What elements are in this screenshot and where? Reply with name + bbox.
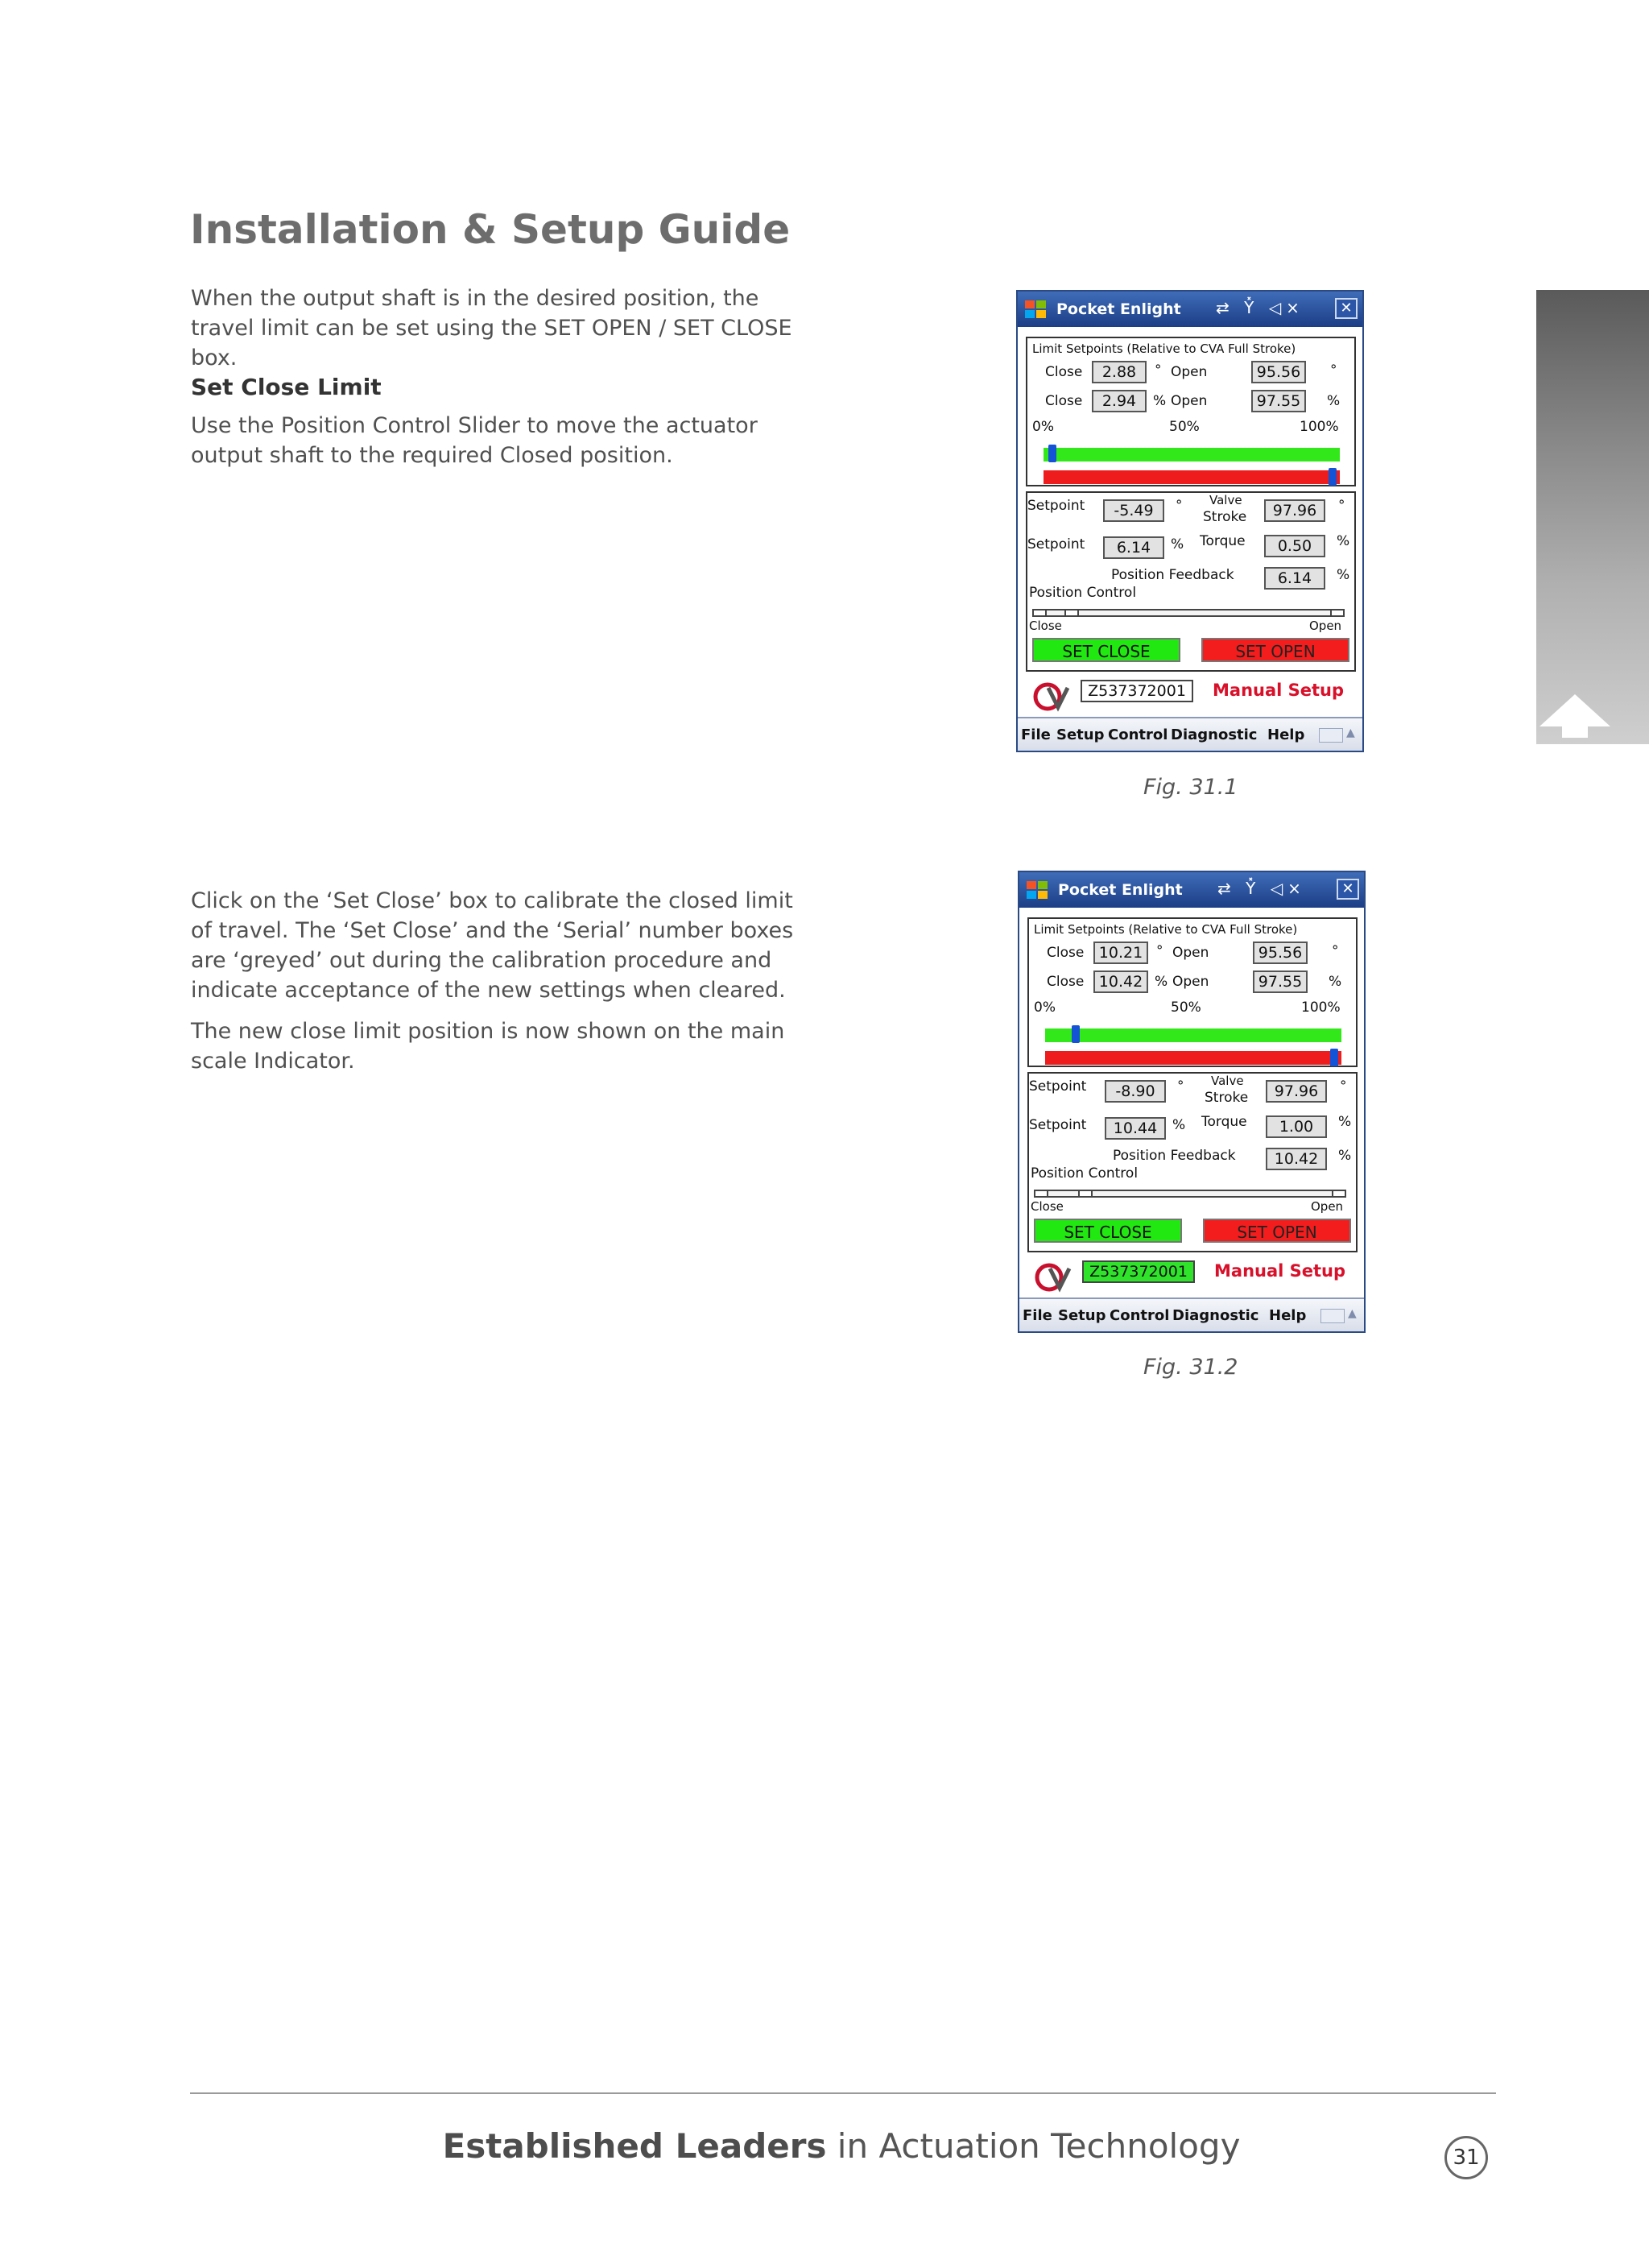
deg-unit: °	[1330, 362, 1337, 379]
setpoint-pct-field[interactable]: 10.44	[1105, 1117, 1166, 1140]
manual-setup-label: Manual Setup	[1213, 681, 1345, 700]
set-open-button[interactable]: SET OPEN	[1201, 638, 1349, 662]
slider-close-label: Close	[1029, 619, 1062, 633]
torque-label: Torque	[1201, 1114, 1247, 1130]
status-icons[interactable]: ⇄ Y̽ ◁×	[1216, 298, 1304, 317]
scale-50: 50%	[1171, 999, 1201, 1016]
manual-setup-label: Manual Setup	[1214, 1261, 1346, 1281]
open-pct-label: Open	[1171, 393, 1208, 409]
menu-control[interactable]: Control	[1108, 726, 1168, 743]
setpoint-deg-field[interactable]: -8.90	[1105, 1080, 1166, 1103]
keyboard-icon[interactable]	[1320, 1309, 1345, 1323]
deg-unit: °	[1155, 362, 1162, 379]
slider-right-arrow[interactable]	[1330, 609, 1345, 617]
pct-unit: %	[1338, 1114, 1352, 1130]
scale-100: 100%	[1300, 419, 1339, 435]
setpoint-deg-field[interactable]: -5.49	[1103, 499, 1164, 522]
close-icon[interactable]: ✕	[1335, 298, 1358, 319]
open-deg-field[interactable]: 95.56	[1253, 942, 1308, 964]
menu-bar	[1018, 717, 1362, 752]
close-icon[interactable]: ✕	[1337, 879, 1359, 900]
app-title: Pocket Enlight	[1056, 300, 1181, 318]
open-pct-field[interactable]: 97.55	[1253, 971, 1308, 993]
close-deg-field[interactable]: 10.21	[1093, 942, 1148, 964]
slider-open-label: Open	[1311, 1199, 1344, 1214]
valve-stroke-field[interactable]: 97.96	[1266, 1080, 1327, 1103]
deg-unit: °	[1338, 498, 1345, 514]
close-deg-label: Close	[1047, 945, 1085, 961]
section-heading: Set Close Limit	[191, 374, 382, 400]
menu-help[interactable]: Help	[1267, 726, 1305, 743]
pct-unit: %	[1155, 974, 1168, 990]
chapter-side-tab	[1536, 290, 1649, 744]
limit-setpoints-panel	[1026, 337, 1356, 486]
menu-diagnostic[interactable]: Diagnostic	[1171, 726, 1258, 743]
torque-field[interactable]: 0.50	[1264, 535, 1325, 557]
menu-file[interactable]: File	[1023, 1307, 1052, 1324]
pct-unit: %	[1172, 1117, 1186, 1133]
position-feedback-field[interactable]: 6.14	[1264, 567, 1325, 590]
setpoint-pct-label: Setpoint	[1027, 536, 1085, 553]
figure-caption-2: Fig. 31.2	[1143, 1355, 1238, 1380]
slider-close-label: Close	[1031, 1199, 1064, 1214]
menu-setup[interactable]: Setup	[1056, 726, 1105, 743]
slider-left-arrow[interactable]	[1032, 609, 1047, 617]
serial-number-field[interactable]: Z537372001	[1081, 680, 1193, 702]
close-pct-label: Close	[1045, 393, 1083, 409]
pct-unit: %	[1337, 533, 1350, 549]
deg-unit: °	[1156, 943, 1163, 959]
set-open-button[interactable]: SET OPEN	[1203, 1219, 1351, 1243]
deg-unit: °	[1177, 1078, 1184, 1095]
footer-tagline	[0, 2126, 1649, 2166]
panel-title: Limit Setpoints (Relative to CVA Full Stroke)	[1034, 922, 1298, 937]
intro-paragraph: When the output shaft is in the desired position, the travel limit can be set using the SET OPEN / SET CLOSE box.	[191, 286, 792, 370]
chevron-up-icon[interactable]: ▲	[1346, 726, 1355, 739]
valve-label: Valve	[1209, 493, 1242, 507]
position-feedback-field[interactable]: 10.42	[1266, 1148, 1327, 1170]
position-feedback-label: Position Feedback	[1113, 1148, 1236, 1164]
open-limit-bar	[1044, 448, 1340, 461]
setpoint-pct-label: Setpoint	[1029, 1117, 1087, 1133]
scale-100: 100%	[1301, 999, 1341, 1016]
pct-unit: %	[1171, 536, 1184, 553]
windows-flag-icon[interactable]	[1026, 879, 1050, 900]
pocket-enlight-screenshot-1	[1016, 290, 1364, 752]
pct-unit: %	[1327, 393, 1341, 409]
instruction-paragraph: Use the Position Control Slider to move the actuator output shaft to the required Closed position.	[191, 413, 758, 468]
chevron-up-icon[interactable]: ▲	[1348, 1307, 1357, 1320]
close-pct-field[interactable]: 10.42	[1093, 971, 1148, 993]
set-close-button[interactable]: SET CLOSE	[1032, 638, 1180, 662]
app-title: Pocket Enlight	[1058, 881, 1183, 899]
page-number: 31	[1444, 2136, 1488, 2179]
panel-title: Limit Setpoints (Relative to CVA Full Stroke)	[1032, 341, 1296, 356]
open-limit-bar	[1045, 1028, 1341, 1042]
app-titlebar	[1018, 292, 1362, 327]
position-control-panel	[1026, 491, 1356, 672]
slider-thumb[interactable]	[1078, 1190, 1093, 1198]
close-limit-bar	[1044, 470, 1340, 484]
open-deg-label: Open	[1171, 364, 1208, 380]
stroke-label: Stroke	[1205, 1090, 1249, 1106]
pct-unit: %	[1337, 567, 1350, 583]
close-limit-bar	[1045, 1051, 1341, 1065]
setpoint-pct-field[interactable]: 6.14	[1103, 536, 1164, 559]
torque-field[interactable]: 1.00	[1266, 1115, 1327, 1138]
close-deg-field[interactable]: 2.88	[1092, 361, 1147, 383]
pct-unit: %	[1338, 1148, 1352, 1164]
limit-setpoints-panel	[1027, 917, 1358, 1067]
footer-brand-bold: Established Leaders	[442, 2126, 827, 2166]
close-deg-label: Close	[1045, 364, 1083, 380]
set-close-button[interactable]: SET CLOSE	[1034, 1219, 1182, 1243]
position-control-panel	[1027, 1072, 1358, 1252]
position-control-label: Position Control	[1031, 1165, 1139, 1182]
menu-diagnostic[interactable]: Diagnostic	[1172, 1307, 1259, 1324]
footer-brand-rest: in Actuation Technology	[826, 2126, 1241, 2166]
open-limit-marker	[1329, 468, 1337, 486]
close-limit-marker	[1048, 445, 1056, 462]
menu-bar	[1019, 1297, 1364, 1333]
slider-open-label: Open	[1309, 619, 1342, 633]
app-titlebar	[1019, 872, 1364, 908]
page-title: Installation & Setup Guide	[190, 206, 791, 253]
open-deg-label: Open	[1172, 945, 1209, 961]
position-feedback-label: Position Feedback	[1111, 567, 1234, 583]
menu-help[interactable]: Help	[1269, 1307, 1307, 1324]
position-control-slider[interactable]	[1034, 1190, 1346, 1198]
slider-thumb[interactable]	[1064, 609, 1079, 617]
open-limit-marker	[1330, 1049, 1338, 1066]
scale-0: 0%	[1034, 999, 1056, 1016]
close-pct-label: Close	[1047, 974, 1085, 990]
slider-right-arrow[interactable]	[1332, 1190, 1346, 1198]
setpoint-deg-label: Setpoint	[1027, 498, 1085, 514]
setpoint-deg-label: Setpoint	[1029, 1078, 1087, 1095]
valve-label: Valve	[1211, 1074, 1244, 1088]
pct-unit: %	[1329, 974, 1342, 990]
footer-divider	[190, 2092, 1496, 2094]
slider-left-arrow[interactable]	[1034, 1190, 1048, 1198]
menu-control[interactable]: Control	[1110, 1307, 1170, 1324]
result-paragraph: The new close limit position is now shown on the main scale Indicator.	[191, 1019, 785, 1074]
keyboard-icon[interactable]	[1319, 728, 1343, 743]
calibration-paragraph: Click on the ‘Set Close’ box to calibrate the closed limit of travel. The ‘Set Close’ and the ‘Serial’ number boxes are ‘greyed’ out during the calibration procedure and indicate acceptance of the new settings when cleared.	[191, 888, 794, 1003]
menu-file[interactable]: File	[1021, 726, 1051, 743]
open-pct-field[interactable]: 97.55	[1251, 390, 1306, 412]
close-pct-field[interactable]: 2.94	[1092, 390, 1147, 412]
up-arrow-icon	[1538, 691, 1612, 738]
deg-unit: °	[1332, 943, 1339, 959]
cva-logo-icon	[1034, 1262, 1079, 1293]
windows-flag-icon[interactable]	[1024, 299, 1048, 320]
open-deg-field[interactable]: 95.56	[1251, 361, 1306, 383]
position-control-label: Position Control	[1029, 585, 1137, 601]
torque-label: Torque	[1200, 533, 1246, 549]
pct-unit: %	[1153, 393, 1167, 409]
deg-unit: °	[1176, 498, 1183, 514]
cva-logo-icon	[1032, 681, 1077, 712]
figure-caption-1: Fig. 31.1	[1143, 775, 1238, 800]
valve-stroke-field[interactable]: 97.96	[1264, 499, 1325, 522]
open-pct-label: Open	[1172, 974, 1209, 990]
menu-setup[interactable]: Setup	[1058, 1307, 1106, 1324]
scale-50: 50%	[1169, 419, 1200, 435]
serial-number-field[interactable]: Z537372001	[1082, 1260, 1195, 1283]
status-icons[interactable]: ⇄ Y̽ ◁×	[1217, 879, 1306, 898]
pocket-enlight-screenshot-2	[1018, 871, 1366, 1333]
deg-unit: °	[1340, 1078, 1347, 1095]
position-control-slider[interactable]	[1032, 609, 1345, 617]
scale-0: 0%	[1032, 419, 1054, 435]
stroke-label: Stroke	[1203, 509, 1247, 525]
close-limit-marker	[1072, 1025, 1080, 1043]
